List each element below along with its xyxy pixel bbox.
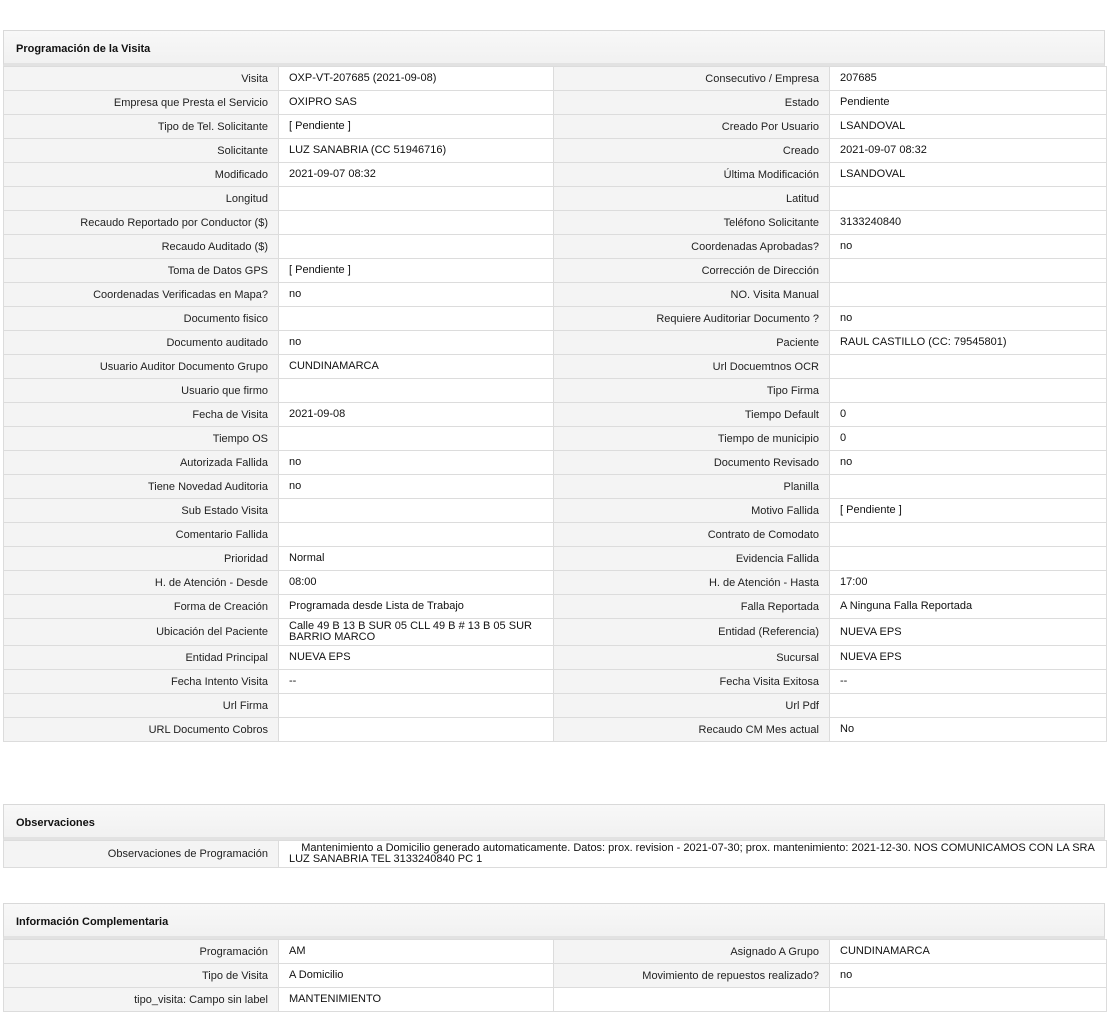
field-label: Forma de Creación [4,595,279,619]
field-value: 207685 [830,67,1107,91]
field-label: Evidencia Fallida [554,547,830,571]
field-label: H. de Atención - Desde [4,571,279,595]
field-value: 0 [830,403,1107,427]
field-label: Entidad Principal [4,646,279,670]
table-row [4,595,1107,619]
field-label: H. de Atención - Hasta [554,571,830,595]
field-value: no [830,964,1107,988]
field-label: Coordenadas Aprobadas? [554,235,830,259]
field-value: NUEVA EPS [279,646,554,670]
field-label: Documento fisico [4,307,279,331]
field-value [279,694,554,718]
field-value: AM [279,940,554,964]
field-value: [ Pendiente ] [279,115,554,139]
field-label: Usuario que firmo [4,379,279,403]
field-label: Planilla [554,475,830,499]
table-row [4,91,1107,115]
field-label: Comentario Fallida [4,523,279,547]
field-label: Tiempo de municipio [554,427,830,451]
table-row [4,331,1107,355]
field-label: Recaudo Auditado ($) [4,235,279,259]
table-row [4,694,1107,718]
field-value [279,379,554,403]
field-label: Empresa que Presta el Servicio [4,91,279,115]
field-label: Latitud [554,187,830,211]
table-row [4,940,1107,964]
table-row [4,451,1107,475]
field-value: 17:00 [830,571,1107,595]
table-row [4,163,1107,187]
table-row [4,964,1107,988]
table-row [4,547,1107,571]
field-value: OXP-VT-207685 (2021-09-08) [279,67,554,91]
field-value: no [830,451,1107,475]
table-row [4,379,1107,403]
field-value: MANTENIMIENTO [279,988,554,1012]
field-value: -- [830,670,1107,694]
table-row [4,115,1107,139]
field-label: Estado [554,91,830,115]
field-label: NO. Visita Manual [554,283,830,307]
table-row [4,283,1107,307]
field-value: Mantenimiento a Domicilio generado automaticamente. Datos: prox. revision - 2021-07-30; prox. mantenimiento: 2021-12-30. NOS COMUNICAMOS CON LA SRA LUZ SANABRIA TEL 3133240840 PC 1 [279,841,1107,868]
field-value: [ Pendiente ] [279,259,554,283]
field-value [830,694,1107,718]
field-label: Url Pdf [554,694,830,718]
field-value: LSANDOVAL [830,163,1107,187]
field-value: Programada desde Lista de Trabajo [279,595,554,619]
field-label: Corrección de Dirección [554,259,830,283]
field-label: Teléfono Solicitante [554,211,830,235]
table-row [4,646,1107,670]
table-row [4,355,1107,379]
table-row [4,211,1107,235]
field-value: no [279,331,554,355]
field-value [830,379,1107,403]
field-value: LUZ SANABRIA (CC 51946716) [279,139,554,163]
programacion-panel [3,30,1105,742]
field-value [279,211,554,235]
field-label: Falla Reportada [554,595,830,619]
observaciones-header: Observaciones [3,804,1105,840]
table-row [4,499,1107,523]
table-row [4,841,1107,868]
field-label: Url Docuemtnos OCR [554,355,830,379]
field-value [279,523,554,547]
programacion-header: Programación de la Visita [3,30,1105,66]
field-value [830,988,1107,1012]
table-row [4,427,1107,451]
table-row [4,571,1107,595]
field-value [830,355,1107,379]
field-value: CUNDINAMARCA [279,355,554,379]
field-value: 3133240840 [830,211,1107,235]
field-value: 08:00 [279,571,554,595]
field-label: Usuario Auditor Documento Grupo [4,355,279,379]
field-label: Fecha Visita Exitosa [554,670,830,694]
field-value [830,523,1107,547]
field-label: Consecutivo / Empresa [554,67,830,91]
field-label: Programación [4,940,279,964]
field-value: 2021-09-07 08:32 [279,163,554,187]
field-label: Movimiento de repuestos realizado? [554,964,830,988]
field-label: Coordenadas Verificadas en Mapa? [4,283,279,307]
table-row [4,988,1107,1012]
field-label: Documento auditado [4,331,279,355]
field-value: 0 [830,427,1107,451]
table-row [4,523,1107,547]
field-label: Fecha de Visita [4,403,279,427]
table-row [4,67,1107,91]
field-value [279,718,554,742]
field-label: Url Firma [4,694,279,718]
table-row [4,403,1107,427]
field-label: Sub Estado Visita [4,499,279,523]
field-label: Creado [554,139,830,163]
field-label: Recaudo CM Mes actual [554,718,830,742]
field-value [830,547,1107,571]
field-value: A Domicilio [279,964,554,988]
field-label [554,988,830,1012]
table-row [4,187,1107,211]
field-value: No [830,718,1107,742]
field-label: Tiempo Default [554,403,830,427]
field-value: -- [279,670,554,694]
field-label: Motivo Fallida [554,499,830,523]
field-label: Tipo de Visita [4,964,279,988]
observaciones-table [3,840,1107,868]
field-label: Visita [4,67,279,91]
table-row [4,235,1107,259]
field-label: Toma de Datos GPS [4,259,279,283]
field-value [279,187,554,211]
complementaria-panel [3,903,1105,1012]
field-value: OXIPRO SAS [279,91,554,115]
field-label: Última Modificación [554,163,830,187]
field-value: [ Pendiente ] [830,499,1107,523]
field-label: Tiempo OS [4,427,279,451]
field-label: tipo_visita: Campo sin label [4,988,279,1012]
field-label: Longitud [4,187,279,211]
field-label: Ubicación del Paciente [4,619,279,646]
table-row [4,139,1107,163]
field-label: Modificado [4,163,279,187]
field-value [830,475,1107,499]
table-row [4,307,1107,331]
field-value: LSANDOVAL [830,115,1107,139]
field-label: Paciente [554,331,830,355]
field-label: Entidad (Referencia) [554,619,830,646]
field-label: Sucursal [554,646,830,670]
table-row [4,670,1107,694]
field-value: 2021-09-08 [279,403,554,427]
field-label: URL Documento Cobros [4,718,279,742]
field-value: no [279,451,554,475]
table-row [4,718,1107,742]
field-label: Prioridad [4,547,279,571]
field-value: no [279,283,554,307]
field-value [279,307,554,331]
field-label: Contrato de Comodato [554,523,830,547]
field-value: no [830,235,1107,259]
field-value: 2021-09-07 08:32 [830,139,1107,163]
field-label: Asignado A Grupo [554,940,830,964]
field-label: Tiene Novedad Auditoria [4,475,279,499]
table-row [4,619,1107,646]
field-value: A Ninguna Falla Reportada [830,595,1107,619]
field-label: Documento Revisado [554,451,830,475]
field-value: NUEVA EPS [830,619,1107,646]
field-label: Solicitante [4,139,279,163]
field-value [830,259,1107,283]
field-value: Normal [279,547,554,571]
field-value: NUEVA EPS [830,646,1107,670]
field-label: Creado Por Usuario [554,115,830,139]
field-value: Pendiente [830,91,1107,115]
field-value: Calle 49 B 13 B SUR 05 CLL 49 B # 13 B 05 SUR BARRIO MARCO [279,619,554,646]
field-value [830,187,1107,211]
table-row [4,259,1107,283]
field-value [279,499,554,523]
field-value: no [279,475,554,499]
field-value [279,427,554,451]
field-label: Tipo de Tel. Solicitante [4,115,279,139]
programacion-table [3,66,1107,742]
field-value: no [830,307,1107,331]
field-value: RAUL CASTILLO (CC: 79545801) [830,331,1107,355]
field-label: Autorizada Fallida [4,451,279,475]
field-label: Observaciones de Programación [4,841,279,868]
table-row [4,475,1107,499]
field-label: Fecha Intento Visita [4,670,279,694]
field-value [279,235,554,259]
observaciones-panel [3,804,1105,868]
field-value [830,283,1107,307]
field-value: CUNDINAMARCA [830,940,1107,964]
complementaria-table [3,939,1107,1012]
complementaria-header: Información Complementaria [3,903,1105,939]
field-label: Recaudo Reportado por Conductor ($) [4,211,279,235]
field-label: Tipo Firma [554,379,830,403]
field-label: Requiere Auditoriar Documento ? [554,307,830,331]
